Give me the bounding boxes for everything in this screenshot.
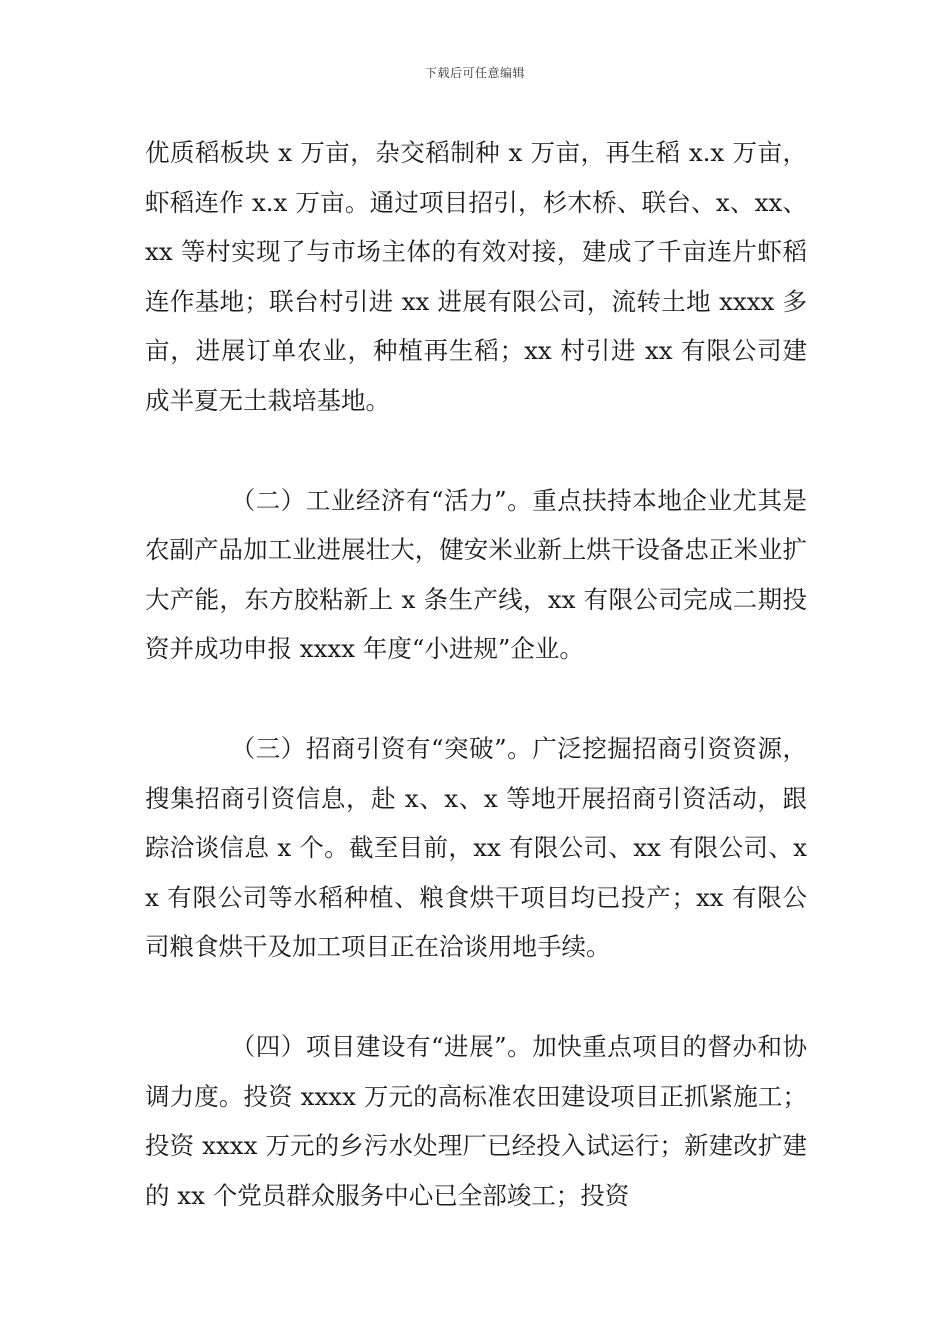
page-header: 下载后可任意编辑 [424, 66, 525, 80]
paragraph-investment: （三）招商引资有“突破”。广泛挖掘招商引资资源，搜集招商引资信息，赴 x、x、x 等地开展招商引资活动，跟踪洽谈信息 x 个。截至目前，xx 有限公司、xx 有限公司、xx 有限公司等水稻种植、粮食烘干项目均已投产；xx 有限公司粮食烘干及加工项目正在洽谈用地手续。 [145, 733, 807, 962]
paragraph-gap [145, 972, 807, 1022]
paragraph-industry: （二）工业经济有“活力”。重点扶持本地企业尤其是农副产品加工业进展壮大，健安米业新上烘干设备忠正米业扩大产能，东方胶粘新上 x 条生产线，xx 有限公司完成二期投资并成功申报 xxxx 年度“小进规”企业。 [145, 485, 807, 664]
paragraph-gap [145, 426, 807, 476]
paragraph-projects: （四）项目建设有“进展”。加快重点项目的督办和协调力度。投资 xxxx 万元的高标准农田建设项目正抓紧施工；投资 xxxx 万元的乡污水处理厂已经投入试运行；新建改扩建的 xx 个党员群众服务中心已全部竣工；投资 [145, 1031, 807, 1210]
paragraph-gap [145, 674, 807, 724]
paragraph-agriculture: 优质稻板块 x 万亩，杂交稻制种 x 万亩，再生稻 x.x 万亩，虾稻连作 x.x 万亩。通过项目招引，杉木桥、联台、x、xx、xx 等村实现了与市场主体的有效对接，建成了千亩连片虾稻连作基地；联台村引进 xx 进展有限公司，流转土地 xxxx 多亩，进展订单农业，种植再生稻；xx 村引进 xx 有限公司建成半夏无土栽培基地。 [145, 138, 807, 415]
document-body [145, 128, 807, 1220]
